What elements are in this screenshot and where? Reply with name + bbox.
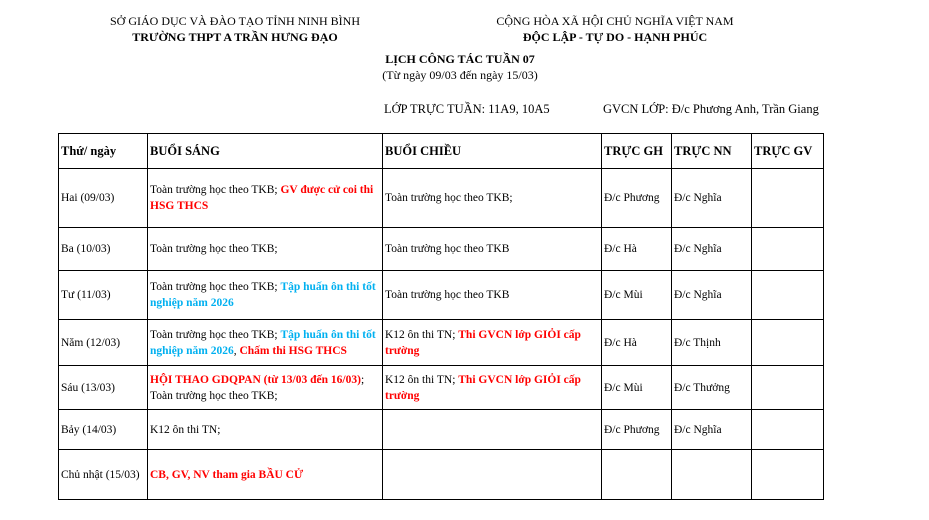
header-right (450, 13, 780, 45)
cell-text: ; Toàn trường học theo TKB; (150, 373, 365, 402)
morning-cell (148, 450, 383, 500)
gvcn-teachers: GVCN LỚP: Đ/c Phương Anh, Trần Giang (603, 102, 819, 116)
table-row (59, 320, 824, 366)
truc-gv-cell (752, 169, 824, 228)
date-range: (Từ ngày 09/03 đến ngày 15/03) (382, 68, 538, 82)
morning-cell (148, 228, 383, 271)
cell-text: Toàn trường học theo TKB (385, 243, 510, 255)
table-row (59, 410, 824, 450)
cell-text: Toàn trường học theo TKB; (150, 281, 281, 293)
col-header-day: Thứ/ ngày (59, 134, 148, 169)
table-row (59, 366, 824, 410)
morning-cell (148, 169, 383, 228)
day-cell: Bảy (14/03) (59, 410, 148, 450)
truc-nn-cell: Đ/c Thưởng (672, 366, 752, 410)
afternoon-cell (383, 320, 602, 366)
school-name: TRƯỜNG THPT A TRẦN HƯNG ĐẠO (132, 30, 338, 44)
cell-text: , (233, 344, 240, 357)
cell-text: K12 ôn thi TN; (385, 328, 459, 341)
national-title: CỘNG HÒA XÃ HỘI CHỦ NGHĨA VIỆT NAM (496, 14, 734, 28)
header-left (80, 13, 390, 45)
day-cell: Hai (09/03) (59, 169, 148, 228)
day-cell: Sáu (13/03) (59, 366, 148, 410)
truc-gh-cell: Đ/c Mùi (602, 366, 672, 410)
truc-nn-cell (672, 450, 752, 500)
truc-gv-cell (752, 450, 824, 500)
table-row (59, 271, 824, 320)
truc-gh-cell: Đ/c Hà (602, 320, 672, 366)
truc-nn-cell: Đ/c Nghĩa (672, 169, 752, 228)
truc-gh-cell: Đ/c Mùi (602, 271, 672, 320)
col-header-afternoon: BUỔI CHIỀU (383, 134, 602, 169)
highlighted-text: Thi GVCN lớp GIỎI cấp trường (385, 373, 581, 402)
cell-text: Toàn trường học theo TKB; (385, 192, 513, 204)
afternoon-cell (383, 228, 602, 271)
truc-nn-cell: Đ/c Nghĩa (672, 228, 752, 271)
highlighted-text: Tập huấn ôn thi tốt nghiệp năm 2026 (150, 328, 376, 357)
title-block (300, 51, 620, 83)
truc-nn-cell: Đ/c Nghĩa (672, 271, 752, 320)
truc-nn-cell: Đ/c Thịnh (672, 320, 752, 366)
truc-gh-cell: Đ/c Phương (602, 410, 672, 450)
table-row (59, 228, 824, 271)
truc-gh-cell: Đ/c Hà (602, 228, 672, 271)
cell-text: Toàn trường học theo TKB; (150, 243, 278, 255)
truc-gv-cell (752, 271, 824, 320)
day-cell: Năm (12/03) (59, 320, 148, 366)
cell-text: K12 ôn thi TN; (150, 423, 221, 436)
col-header-truc-gv: TRỰC GV (752, 134, 824, 169)
morning-cell (148, 320, 383, 366)
truc-gh-cell: Đ/c Phương (602, 169, 672, 228)
truc-nn-cell: Đ/c Nghĩa (672, 410, 752, 450)
schedule-table (58, 133, 824, 500)
day-cell: Tư (11/03) (59, 271, 148, 320)
col-header-truc-nn: TRỰC NN (672, 134, 752, 169)
afternoon-cell (383, 366, 602, 410)
morning-cell (148, 410, 383, 450)
cell-text: Toàn trường học theo TKB; (150, 328, 281, 341)
highlighted-text: Thi GVCN lớp GIỎI cấp trường (385, 328, 581, 357)
highlighted-text: Tập huấn ôn thi tốt nghiệp năm 2026 (150, 281, 376, 309)
cell-text: K12 ôn thi TN; (385, 373, 459, 386)
page-title: LỊCH CÔNG TÁC TUẦN 07 (385, 52, 535, 66)
truc-gv-cell (752, 410, 824, 450)
highlighted-text: GV được cử coi thi HSG THCS (150, 184, 374, 212)
cell-text: Toàn trường học theo TKB; (150, 184, 281, 196)
day-cell: Chủ nhật (15/03) (59, 450, 148, 500)
afternoon-cell (383, 169, 602, 228)
truc-gv-cell (752, 228, 824, 271)
col-header-morning: BUỔI SÁNG (148, 134, 383, 169)
duty-class: LỚP TRỰC TUẦN: 11A9, 10A5 (384, 102, 550, 116)
col-header-truc-gh: TRỰC GH (602, 134, 672, 169)
highlighted-text: Chấm thi HSG THCS (239, 344, 347, 357)
highlighted-text: CB, GV, NV tham gia BẦU CỬ (150, 468, 304, 481)
table-row (59, 450, 824, 500)
truc-gh-cell (602, 450, 672, 500)
truc-gv-cell (752, 320, 824, 366)
afternoon-cell (383, 271, 602, 320)
truc-gv-cell (752, 366, 824, 410)
table-row (59, 169, 824, 228)
national-motto: ĐỘC LẬP - TỰ DO - HẠNH PHÚC (522, 30, 708, 44)
afternoon-cell (383, 410, 602, 450)
morning-cell (148, 271, 383, 320)
day-cell: Ba (10/03) (59, 228, 148, 271)
cell-text: Toàn trường học theo TKB (385, 289, 510, 301)
department-name: SỞ GIÁO DỤC VÀ ĐÀO TẠO TỈNH NINH BÌNH (110, 14, 360, 28)
afternoon-cell (383, 450, 602, 500)
morning-cell (148, 366, 383, 410)
highlighted-text: HỘI THAO GDQPAN (từ 13/03 đến 16/03) (150, 373, 361, 386)
table-header-row (59, 134, 824, 169)
